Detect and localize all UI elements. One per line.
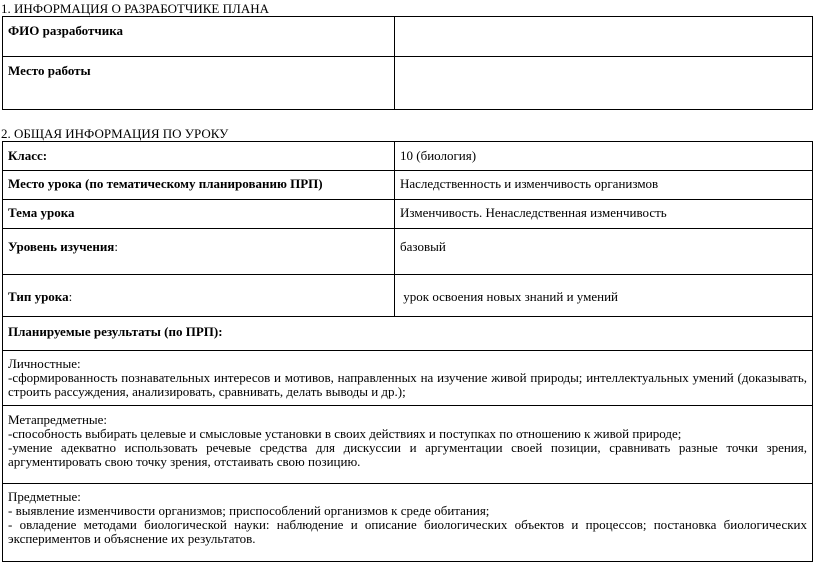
study-level-label-bold: Уровень изучения (8, 239, 115, 254)
workplace-value (395, 57, 813, 110)
lesson-place-label: Место урока (по тематическому планированию ПРП) (3, 171, 395, 200)
meta-results-line-2: -умение адекватно использовать речевые средства для дискуссии и аргументации своей позиции, сравнивать разные точки зрения, аргументировать свою точку зрения, отстаивать свою позицию. (8, 440, 807, 469)
developer-name-label: ФИО разработчика (3, 17, 395, 57)
lesson-type-label-bold: Тип урока (8, 289, 69, 304)
section2-title: 2. ОБЩАЯ ИНФОРМАЦИЯ ПО УРОКУ (1, 126, 229, 141)
meta-results-line-1: -способность выбирать целевые и смысловые установки в своих действиях и поступках по отношению к живой природе; (8, 426, 682, 441)
meta-results (3, 406, 813, 484)
table-row (3, 57, 813, 110)
table-row (3, 351, 813, 406)
table-row (3, 317, 813, 351)
lesson-topic-value: Изменчивость. Ненаследственная изменчивость (395, 200, 813, 229)
lesson-type-label-colon: : (68, 289, 73, 304)
table-row (3, 142, 813, 171)
table-row (3, 229, 813, 275)
workplace-label: Место работы (3, 57, 395, 110)
study-level-value: базовый (395, 229, 813, 275)
table-row (3, 17, 813, 57)
personal-results-line: -сформированность познавательных интересов и мотивов, направленных на изучение живой природы; интеллектуальных умений (доказывать, строить рассуждения, анализировать, сравнивать, делать выводы и др.); (8, 370, 807, 399)
table-row (3, 200, 813, 229)
table-row (3, 406, 813, 484)
subject-results-line-2: - овладение методами биологической науки: наблюдение и описание биологических объектов и процессов; постановка биологических экспериментов и объяснение их результатов. (8, 517, 807, 546)
developer-info-table (2, 16, 813, 110)
meta-results-heading: Метапредметные: (8, 412, 108, 427)
study-level-label (3, 229, 395, 275)
subject-results-line-1: - выявление изменчивости организмов; приспособлений организмов к среде обитания; (8, 503, 490, 518)
table-row (3, 171, 813, 200)
table-row (3, 275, 813, 317)
developer-name-value (395, 17, 813, 57)
section1-title: 1. ИНФОРМАЦИЯ О РАЗРАБОТЧИКЕ ПЛАНА (1, 1, 269, 16)
subject-results-heading: Предметные: (8, 489, 81, 504)
lesson-type-label (3, 275, 395, 317)
lesson-topic-label: Тема урока (3, 200, 395, 229)
planned-results-header: Планируемые результаты (по ПРП): (3, 317, 813, 351)
grade-label: Класс: (3, 142, 395, 171)
grade-value: 10 (биология) (395, 142, 813, 171)
lesson-info-table (2, 141, 813, 562)
lesson-place-value: Наследственность и изменчивость организмов (395, 171, 813, 200)
table-row (3, 484, 813, 562)
personal-results (3, 351, 813, 406)
personal-results-heading: Личностные: (8, 356, 81, 371)
subject-results (3, 484, 813, 562)
lesson-type-value: урок освоения новых знаний и умений (395, 275, 813, 317)
study-level-label-colon: : (114, 239, 118, 254)
